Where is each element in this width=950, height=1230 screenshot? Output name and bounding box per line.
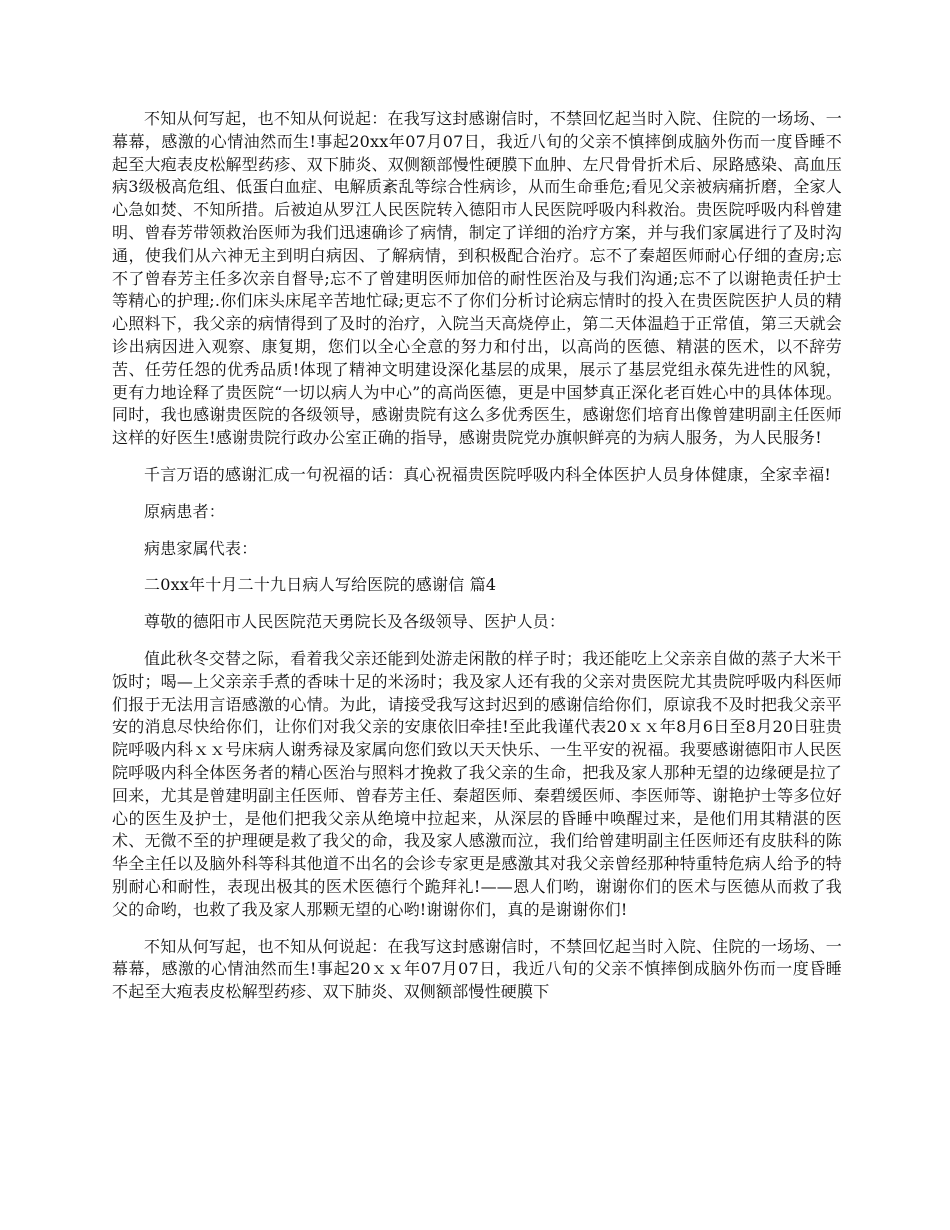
article-title: 二0xx年十月二十九日病人写给医院的感谢信 篇4 xyxy=(144,575,497,595)
paragraph-repeat-opening: 不知从何写起，也不知从何说起：在我写这封感谢信时，不禁回忆起当时入院、住院的一场场、一幕幕，感激的心情油然而生!事起20ｘｘ年07月07日，我近八旬的父亲不慎摔倒成脑外伤而一度昏睡不起至大疱表皮松解型药疹、双下肺炎、双侧额部慢性硬膜下 xyxy=(112,936,842,1002)
paragraph-gratitude: 值此秋冬交替之际，看着我父亲还能到处游走闲散的样子时；我还能吃上父亲亲自做的蒸子大米干饭时；喝—上父亲亲手煮的香味十足的米汤时；我及家人还有我的父亲对贵医院尤其贵院呼吸内科医师们报于无法用言语感激的心情。为此，请接受我写这封迟到的感谢信给你们，原谅我不及时把我父亲平安的消息尽快给你们，让你们对我父亲的安康依旧牵挂!至此我谨代表20ｘｘ年8月6日至8月20日驻贵院呼吸内科ｘｘ号床病人谢秀禄及家属向您们致以天天快乐、一生平安的祝福。我要感谢德阳市人民医院呼吸内科全体医务者的精心医治与照料才挽救了我父亲的生命，把我及家人那种无望的边缘硬是拉了回来，尤其是曾建明副主任医师、曾春芳主任、秦超医师、秦碧缓医师、李医师等、谢艳护士等多位好心的医生及护士，是他们把我父亲从绝境中拉起来，从深层的昏睡中唤醒过来，是他们用其精湛的医术、无微不至的护理硬是救了我父的命，我及家人感激而泣，我们给曾建明副主任医师还有皮肤科的陈华全主任以及脑外科等科其他道不出名的会诊专家更是感激其对我父亲曾经那种特重特危病人给予的特别耐心和耐性，表现出极其的医术医德行个跪拜礼!——恩人们哟，谢谢你们的医术与医德从而救了我父的命哟，也救了我及家人那颗无望的心哟!谢谢你们，真的是谢谢你们! xyxy=(112,648,842,919)
paragraph-first-letter-body: 不知从何写起，也不知从何说起：在我写这封感谢信时，不禁回忆起当时入院、住院的一场场、一幕幕，感激的心情油然而生!事起20xx年07月07日，我近八旬的父亲不慎摔倒成脑外伤而一度昏睡不起至大疱表皮松解型药疹、双下肺炎、双侧额部慢性硬膜下血肿、左尺骨骨折术后、尿路感染、高血压病3级极高危组、低蛋白血症、电解质紊乱等综合性病诊，从而生命垂危;看见父亲被病痛折磨，全家人心急如焚、不知所措。后被迫从罗江人民医院转入德阳市人民医院呼吸内科救治。贵医院呼吸内科曾建明、曾春芳带领救治医师为我们迅速确诊了病情，制定了详细的治疗方案，并与我们家属进行了及时沟通，使我们从六神无主到明白病因、了解病情，到积极配合治疗。忘不了秦超医师耐心仔细的查房;忘不了曾春芳主任多次亲自督导;忘不了曾建明医师加倍的耐性医治及与我们沟通;忘不了以谢艳责任护士等精心的护理;.你们床头床尾辛苦地忙碌;更忘不了你们分析讨论病忘情时的投入在贵医院医护人员的精心照料下，我父亲的病情得到了及时的治疗，入院当天高烧停止，第二天体温趋于正常值，第三天就会诊出病因进入观察、康复期，您们以全心全意的努力和付出，以高尚的医德、精湛的医术，以不辞劳苦、任劳任怨的优秀品质!体现了精神文明建设深化基层的成果，展示了基层党组永葆先进性的风貌，更有力地诠释了贵医院“一切以病人为中心”的高尚医德，更是中国梦真正深化老百姓心中的具体体现。同时，我也感谢贵医院的各级领导，感谢贵院有这么多优秀医生，感谢您们培育出像曾建明副主任医师这样的好医生!感谢贵院行政办公室正确的指导，感谢贵院党办旗帜鲜亮的为病人服务，为人民服务! xyxy=(112,109,842,448)
signature-patient: 原病患者： xyxy=(144,501,226,521)
salutation: 尊敬的德阳市人民医院范天勇院长及各级领导、医护人员： xyxy=(144,612,566,632)
signature-family: 病患家属代表： xyxy=(144,538,258,558)
paragraph-blessing: 千言万语的感谢汇成一句祝福的话：真心祝福贵医院呼吸内科全体医护人员身体健康，全家幸福! xyxy=(144,464,832,484)
document-body xyxy=(112,108,842,1018)
